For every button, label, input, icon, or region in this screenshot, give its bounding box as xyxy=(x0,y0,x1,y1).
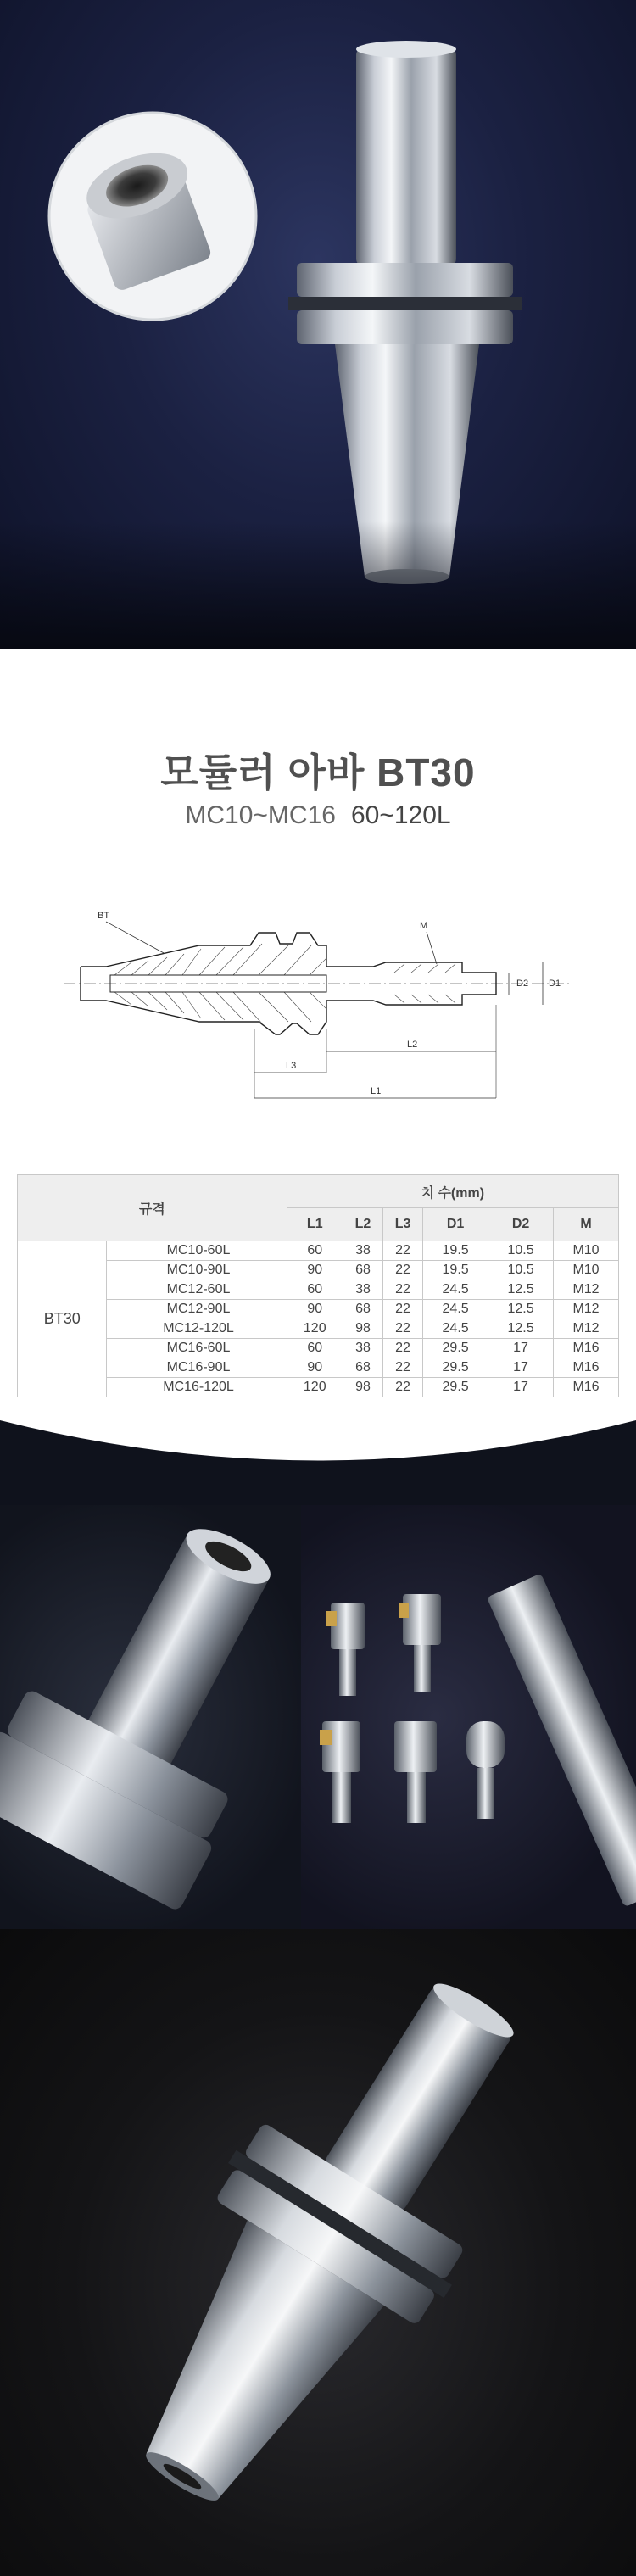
col-m: M xyxy=(554,1208,619,1241)
section-divider-wave xyxy=(0,1420,636,1505)
cell-l1: 90 xyxy=(287,1358,343,1378)
col-d1: D1 xyxy=(423,1208,488,1241)
cell-l2: 68 xyxy=(343,1261,382,1280)
model-cell: MC16-60L xyxy=(107,1339,287,1358)
cell-d2: 12.5 xyxy=(488,1280,554,1300)
label-l2: L2 xyxy=(407,1040,418,1050)
cell-m: M10 xyxy=(554,1261,619,1280)
cell-d2: 17 xyxy=(488,1378,554,1397)
col-d2: D2 xyxy=(488,1208,554,1241)
cell-l3: 22 xyxy=(383,1300,423,1319)
table-row xyxy=(18,1319,619,1339)
hero-floor-shadow xyxy=(0,521,636,649)
cell-l2: 68 xyxy=(343,1358,382,1378)
spec-header-group: 규격 xyxy=(18,1175,287,1241)
model-cell: MC16-90L xyxy=(107,1358,287,1378)
cell-l2: 38 xyxy=(343,1339,382,1358)
label-m: M xyxy=(420,921,428,931)
spec-table-body xyxy=(18,1241,619,1397)
table-row xyxy=(18,1241,619,1261)
label-l3: L3 xyxy=(286,1061,297,1071)
label-d1: D1 xyxy=(549,979,561,989)
cell-l2: 38 xyxy=(343,1280,382,1300)
holder-closeup-photo xyxy=(0,1505,305,1929)
cell-l3: 22 xyxy=(383,1339,423,1358)
label-d2: D2 xyxy=(516,979,529,989)
label-bt: BT xyxy=(98,911,110,921)
cell-d2: 12.5 xyxy=(488,1300,554,1319)
table-row xyxy=(18,1300,619,1319)
hero-product-photo xyxy=(0,0,636,649)
model-cell: MC10-90L xyxy=(107,1261,287,1280)
col-l1: L1 xyxy=(287,1208,343,1241)
model-cell: MC12-90L xyxy=(107,1300,287,1319)
table-row xyxy=(18,1378,619,1397)
bottom-product-photo xyxy=(0,1929,636,2576)
detail-photos xyxy=(0,1505,636,1929)
subtitle-range: MC10~MC16 xyxy=(185,801,336,829)
cell-l2: 38 xyxy=(343,1241,382,1261)
cell-l1: 120 xyxy=(287,1319,343,1339)
cell-l1: 60 xyxy=(287,1339,343,1358)
cell-d2: 17 xyxy=(488,1339,554,1358)
cell-l1: 60 xyxy=(287,1280,343,1300)
model-cell: MC16-120L xyxy=(107,1378,287,1397)
technical-drawing xyxy=(64,895,572,1140)
cell-d2: 10.5 xyxy=(488,1241,554,1261)
cell-d1: 24.5 xyxy=(423,1319,488,1339)
model-cell: MC10-60L xyxy=(107,1241,287,1261)
cell-l3: 22 xyxy=(383,1319,423,1339)
cell-m: M16 xyxy=(554,1339,619,1358)
cell-d2: 10.5 xyxy=(488,1261,554,1280)
cell-d1: 29.5 xyxy=(423,1339,488,1358)
cell-d1: 19.5 xyxy=(423,1241,488,1261)
cell-l2: 98 xyxy=(343,1378,382,1397)
cell-l3: 22 xyxy=(383,1280,423,1300)
cell-l1: 60 xyxy=(287,1241,343,1261)
cell-l1: 90 xyxy=(287,1300,343,1319)
cell-l1: 90 xyxy=(287,1261,343,1280)
cell-d2: 17 xyxy=(488,1358,554,1378)
cell-m: M10 xyxy=(554,1241,619,1261)
series-cell: BT30 xyxy=(18,1241,107,1397)
cell-l2: 98 xyxy=(343,1319,382,1339)
cell-m: M12 xyxy=(554,1300,619,1319)
cell-d1: 24.5 xyxy=(423,1300,488,1319)
cell-m: M12 xyxy=(554,1319,619,1339)
cell-l3: 22 xyxy=(383,1378,423,1397)
cell-l3: 22 xyxy=(383,1261,423,1280)
cell-m: M16 xyxy=(554,1358,619,1378)
cell-d1: 29.5 xyxy=(423,1378,488,1397)
product-subtitle xyxy=(0,801,636,830)
label-l1: L1 xyxy=(371,1086,382,1096)
cell-l2: 68 xyxy=(343,1300,382,1319)
product-title: 모듈러 아바 BT30 xyxy=(160,750,476,795)
cell-l3: 22 xyxy=(383,1241,423,1261)
cell-d1: 19.5 xyxy=(423,1261,488,1280)
cell-m: M16 xyxy=(554,1378,619,1397)
table-row xyxy=(18,1358,619,1378)
table-row xyxy=(18,1280,619,1300)
cell-l3: 22 xyxy=(383,1358,423,1378)
cell-d1: 29.5 xyxy=(423,1358,488,1378)
col-l3: L3 xyxy=(383,1208,423,1241)
cutter-heads-photo xyxy=(301,1505,636,1929)
model-cell: MC12-60L xyxy=(107,1280,287,1300)
subtitle-length: 60~120L xyxy=(350,801,451,829)
spec-header-dims: 치 수(mm) xyxy=(287,1175,618,1208)
col-l2: L2 xyxy=(343,1208,382,1241)
cell-l1: 120 xyxy=(287,1378,343,1397)
cell-d2: 12.5 xyxy=(488,1319,554,1339)
spec-section xyxy=(0,649,636,1505)
cell-m: M12 xyxy=(554,1280,619,1300)
spec-table xyxy=(17,1174,619,1397)
table-row xyxy=(18,1261,619,1280)
cell-d1: 24.5 xyxy=(423,1280,488,1300)
model-cell: MC12-120L xyxy=(107,1319,287,1339)
table-row xyxy=(18,1339,619,1358)
